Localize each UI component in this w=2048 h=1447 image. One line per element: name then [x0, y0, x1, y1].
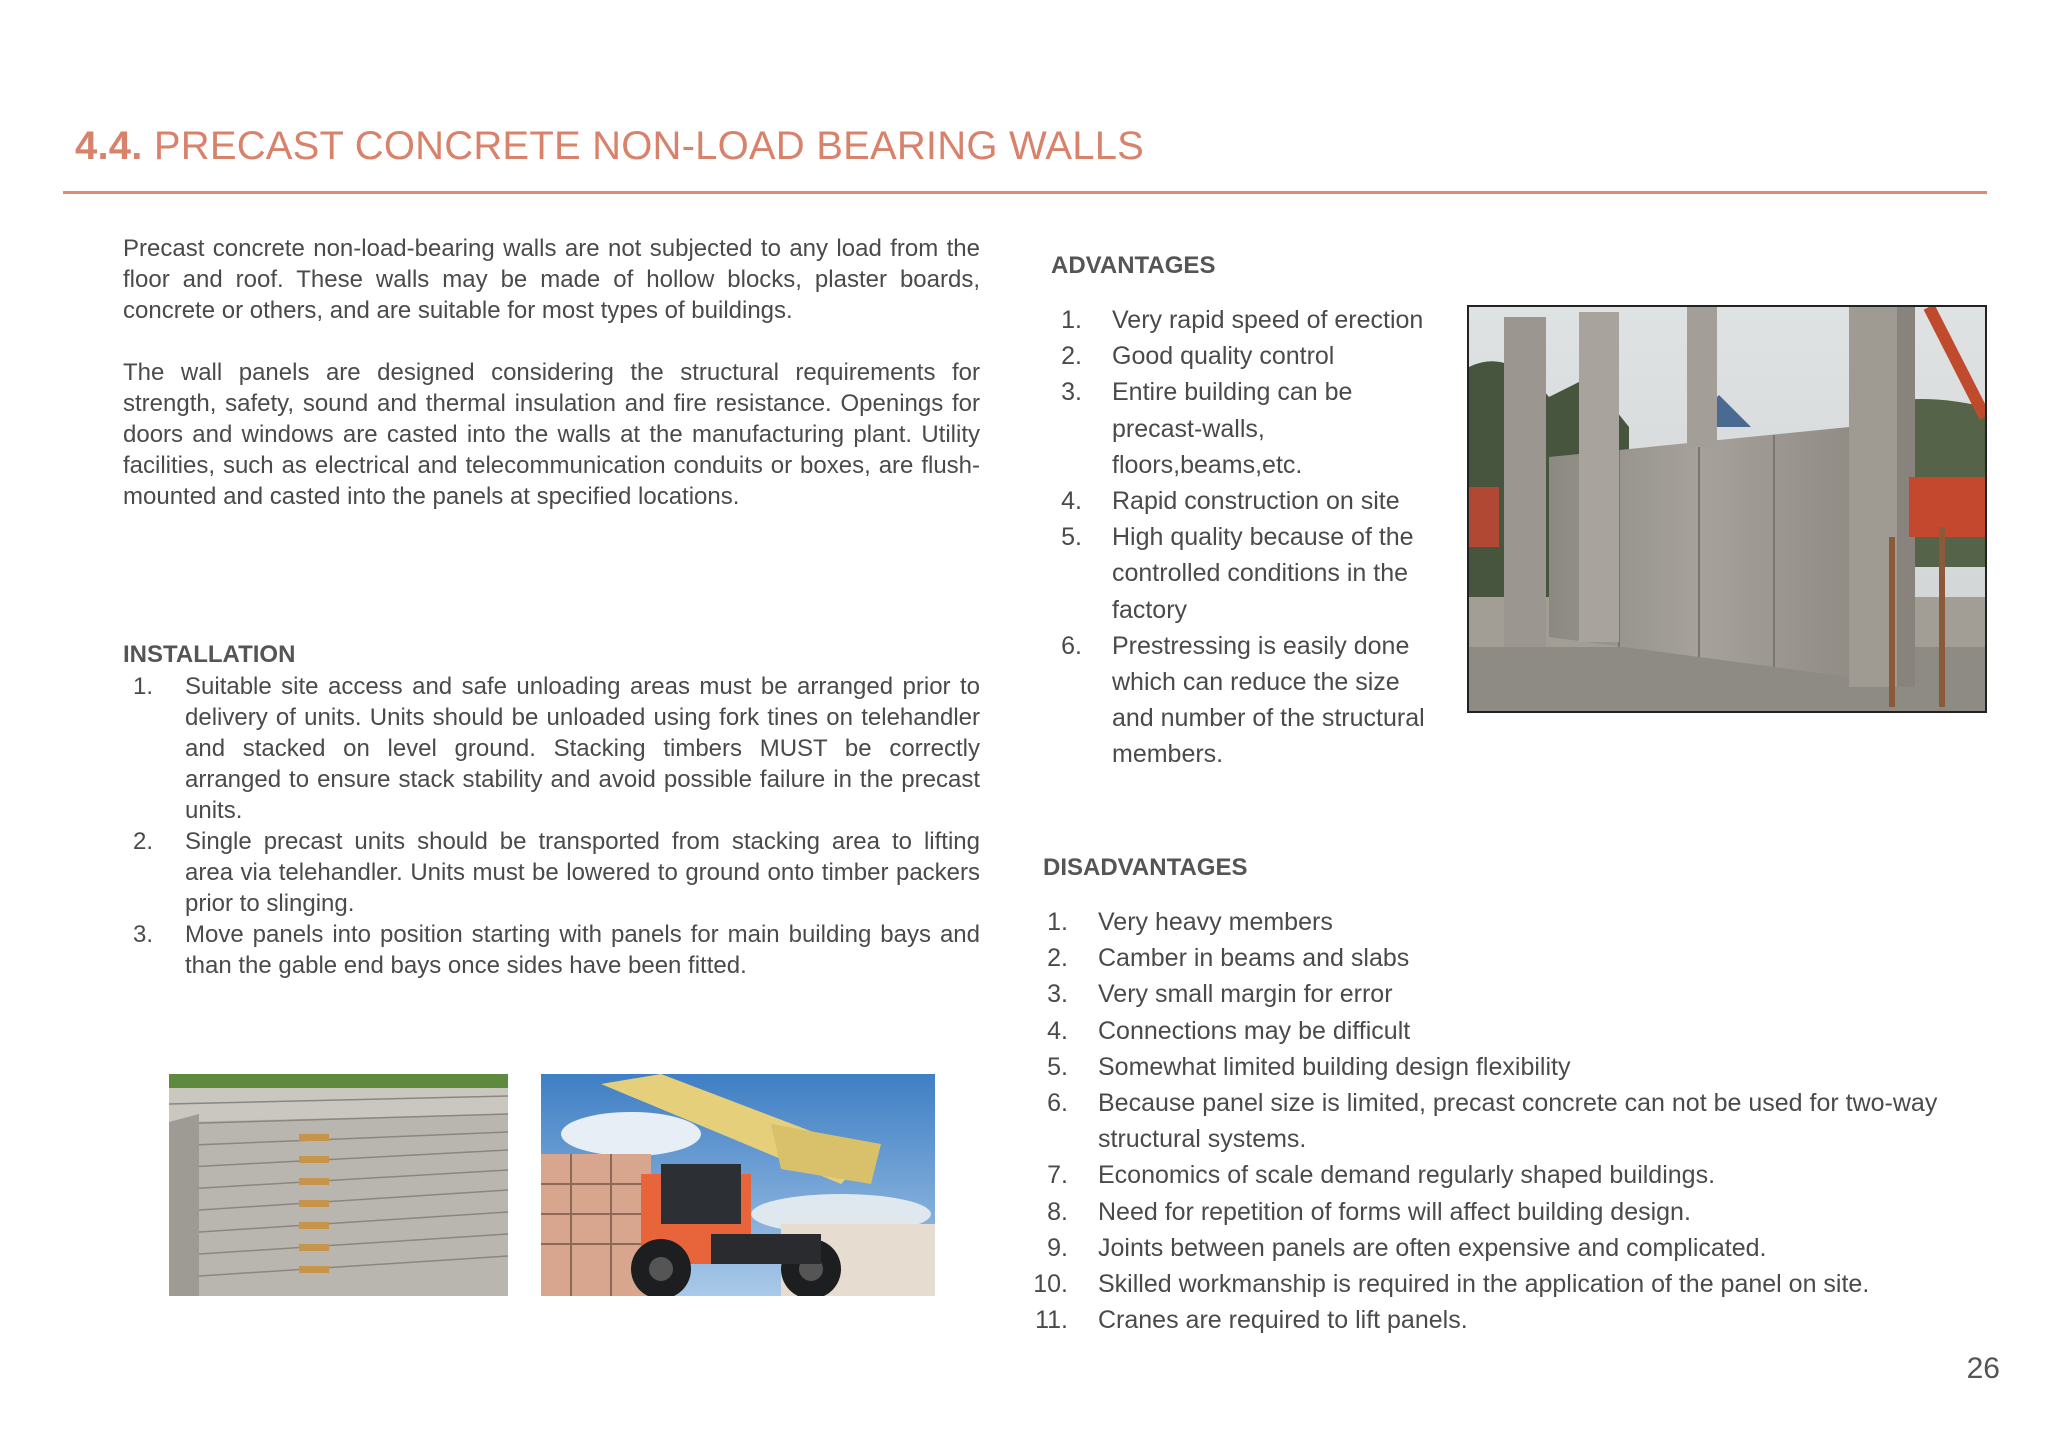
disadvantage-item [1030, 1085, 1970, 1157]
disadvantage-item [1030, 1266, 1970, 1302]
list-number: 3. [1047, 980, 1068, 1009]
installation-item [123, 919, 980, 981]
page-heading [75, 124, 1144, 169]
disadvantage-item [1030, 1194, 1970, 1230]
intro-paragraph-2: The wall panels are designed considering the structural requirements for strength, safety, sound and thermal insulation and fire resistance. Openings for doors and windows are casted into the walls at the manufacturing plant. Utility facilities, such as electrical and telecommunication conduits or boxes, are flush-mounted and casted into the panels at specified locations. [123, 359, 980, 510]
list-number: 11. [1035, 1306, 1068, 1335]
disadvantage-item [1030, 976, 1970, 1012]
page-number: 26 [1966, 1352, 2000, 1385]
list-text: Prestressing is easily done which can reduce the size and number of the structural members. [1112, 631, 1425, 769]
list-text: Cranes are required to lift panels. [1098, 1306, 1468, 1335]
disadvantages-list [1030, 904, 1970, 1338]
list-number: 7. [1047, 1161, 1068, 1190]
list-number: 2. [1061, 342, 1082, 371]
list-text: Skilled workmanship is required in the application of the panel on site. [1098, 1270, 1870, 1299]
list-number: 5. [1061, 523, 1082, 552]
disadvantage-item [1030, 904, 1970, 940]
list-number: 8. [1047, 1197, 1068, 1226]
list-text: Because panel size is limited, precast concrete can not be used for two-way structural systems. [1098, 1089, 1938, 1154]
list-text: Suitable site access and safe unloading areas must be arranged prior to delivery of units. Units should be unloaded using fork tines on telehandler and stacked on level ground. Stacking timbers MUST be correctly arranged to ensure stack stability and avoid possible failure in the precast units. [185, 673, 980, 824]
list-number: 1. [1047, 908, 1068, 936]
list-number: 9. [1047, 1233, 1068, 1262]
list-text: Good quality control [1112, 342, 1335, 371]
advantage-item [1048, 338, 1448, 374]
list-number: 2. [1047, 944, 1068, 973]
advantage-item [1048, 302, 1448, 338]
list-number: 4. [1047, 1016, 1068, 1045]
installation-list [123, 671, 980, 981]
list-number: 2. [132, 828, 153, 855]
section-title: PRECAST CONCRETE NON-LOAD BEARING WALLS [153, 124, 1145, 168]
heading-divider [63, 191, 1987, 194]
section-number: 4.4. [75, 124, 143, 168]
list-number: 1. [132, 673, 153, 700]
list-number: 3. [1061, 378, 1082, 407]
list-number: 6. [1061, 631, 1082, 660]
list-number: 4. [1061, 487, 1082, 516]
precast-wall-photo [1467, 305, 1987, 713]
installation-heading: INSTALLATION [123, 641, 296, 668]
disadvantages-heading: DISADVANTAGES [1043, 854, 1248, 881]
installation-item [123, 671, 980, 826]
disadvantage-item [1030, 1013, 1970, 1049]
advantage-item [1048, 519, 1448, 628]
list-number: 5. [1047, 1052, 1068, 1081]
list-text: Move panels into position starting with panels for main building bays and than the gable end bays once sides have been fitted. [185, 921, 980, 979]
list-text: Economics of scale demand regularly shaped buildings. [1098, 1161, 1716, 1190]
list-text: Very small margin for error [1098, 980, 1393, 1009]
list-number: 6. [1047, 1089, 1068, 1118]
list-number: 3. [132, 921, 153, 948]
telehandler-photo [541, 1074, 935, 1296]
list-text: Single precast units should be transported from stacking area to lifting area via telehandler. Units must be lowered to ground onto timber packers prior to slinging. [185, 828, 980, 917]
list-text: Need for repetition of forms will affect building design. [1098, 1197, 1691, 1226]
list-text: High quality because of the controlled conditions in the factory [1112, 523, 1414, 624]
list-number: 10. [1033, 1270, 1068, 1299]
advantage-item [1048, 628, 1448, 773]
list-number: 1. [1061, 306, 1082, 334]
advantages-heading: ADVANTAGES [1051, 252, 1216, 279]
disadvantage-item [1030, 1302, 1970, 1338]
stacked-panels-photo [169, 1074, 508, 1296]
list-text: Very heavy members [1098, 908, 1333, 936]
list-text: Rapid construction on site [1112, 487, 1400, 516]
disadvantage-item [1030, 1157, 1970, 1193]
advantage-item [1048, 374, 1448, 483]
installation-item [123, 826, 980, 919]
list-text: Very rapid speed of erection [1112, 306, 1424, 334]
advantage-item [1048, 483, 1448, 519]
list-text: Entire building can be precast-walls, floors,beams,etc. [1112, 378, 1353, 479]
list-text: Camber in beams and slabs [1098, 944, 1410, 973]
disadvantage-item [1030, 940, 1970, 976]
list-text: Joints between panels are often expensive and complicated. [1098, 1233, 1767, 1262]
list-text: Connections may be difficult [1098, 1016, 1411, 1045]
disadvantage-item [1030, 1049, 1970, 1085]
disadvantage-item [1030, 1230, 1970, 1266]
advantages-list [1048, 302, 1448, 773]
list-text: Somewhat limited building design flexibility [1098, 1052, 1571, 1081]
intro-paragraph-1: Precast concrete non-load-bearing walls are not subjected to any load from the floor and roof. These walls may be made of hollow blocks, plaster boards, concrete or others, and are suitable for most types of buildings. [123, 235, 980, 324]
